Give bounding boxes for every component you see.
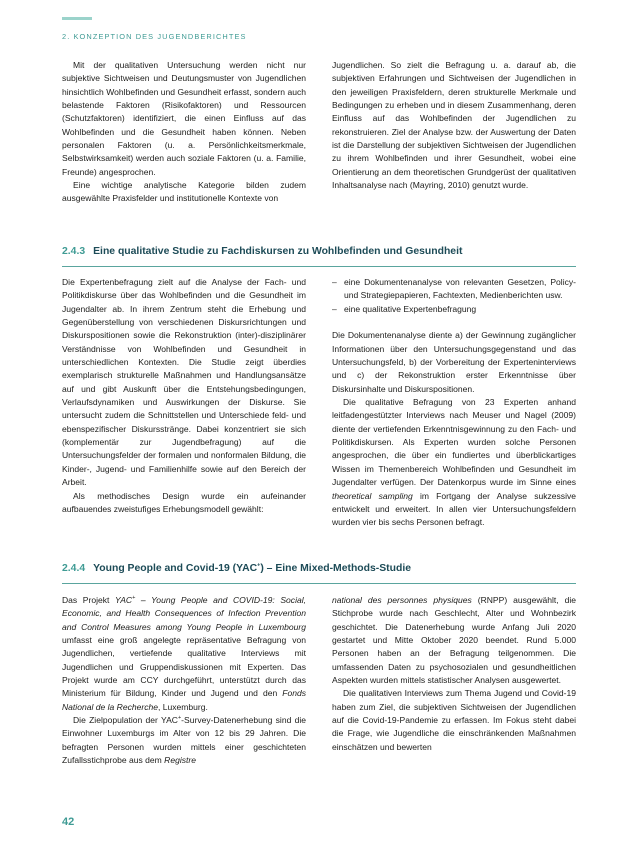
section-heading-244	[62, 563, 576, 574]
section-243-right-column	[332, 276, 576, 530]
emphasis-text: theoretical sampling	[332, 490, 413, 501]
section-title	[93, 563, 411, 574]
section-number: 2.4.3	[62, 246, 86, 257]
title-superscript: +	[257, 562, 261, 569]
paragraph	[332, 396, 576, 529]
paragraph	[62, 714, 306, 767]
emphasis-text: Fonds National de la Recherche	[62, 688, 306, 712]
list-item	[332, 303, 576, 316]
text-run: Das Projekt	[62, 595, 115, 605]
paragraph: Die Dokumentenanalyse diente a) der Gewinnung zugänglicher Informationen über den Untersuchungsgegenstand und das Untersuchungsfeld, b) der Vorbereitung der Experteninterviews und c) der Rekonstruktion erster Erkenntnisse über Diskursinhalte und Diskurspositionen.	[332, 330, 576, 394]
list-item	[332, 276, 576, 303]
text-run: im Fortgang der Analyse sukzessive entwickelt und erweitert. In allen vier Untersuchungsfeldern wurden vier bis sechs Personen befragt.	[332, 490, 576, 528]
section-divider	[62, 583, 576, 584]
emphasis-text: Registre	[164, 755, 196, 766]
text-run: , Luxemburg.	[157, 701, 208, 712]
section-244-left-column	[62, 594, 306, 767]
text-run: Die Zielpopulation der YAC	[73, 715, 178, 726]
section-number: 2.4.4	[62, 563, 86, 574]
intro-left-column	[62, 59, 306, 206]
header-accent-bar	[62, 17, 92, 20]
page-number: 42	[62, 816, 75, 828]
text-run: umfasst eine groß angelegte repräsentative Befragung von Jugendlichen, vertiefende qualitative Interviews mit Jugendlichen und Gruppendiskussionen mit Experten. Das Projekt wurde am CCY durchgeführt, unterstützt durch das Ministerium für Bildung, Kinder und Jugend und den	[62, 635, 306, 699]
section-title: Eine qualitative Studie zu Fachdiskursen zu Wohlbefinden und Gesundheit	[93, 246, 463, 257]
section-244-columns	[62, 594, 576, 767]
list-item-text: eine Dokumentenanalyse von relevanten Gesetzen, Policy- und Strategiepapieren, Fachtexten, Medienberichten usw.	[344, 277, 576, 301]
text-run: -Survey-Datenerhebung sind die Einwohner Luxemburgs im Alter von 12 bis 29 Jahren. Die befragten Personen wurden mittels einer geschichteten Zufallsstichprobe aus dem	[62, 715, 306, 766]
text-run: Die qualitative Befragung von 23 Experten anhand leitfadengestützter Interviews nach Meuser und Nagel (2009) diente der vertiefenden Erkenntnisgewinnung zu den Fach- und Politikdiskursen. Als Experten wurden solche Personen angesprochen, die über ein fundiertes und überblickartiges Wissen im Themenbereich Wohlbefinden und Gesundheit im Jugendalter verfügen. Der Datenkorpus wurde im Sinne eines	[332, 397, 576, 488]
section-243-left-column	[62, 276, 306, 530]
section-heading-243	[62, 246, 576, 257]
superscript: +	[132, 595, 136, 602]
intro-paragraph-1: Mit der qualitativen Untersuchung werden nicht nur subjektive Sichtweisen und Deutungsmuster von Jugendlichen hinsichtlich Wohlbefinden und Gesundheit erfasst, sondern auch belastende Faktoren (Risikofaktoren) und Ressourcen (Schutzfaktoren) identifiziert, die einen Einfluss auf das Wohlbefinden und die Gesundheit haben können. Neben personalen Faktoren (u. a. Persönlichkeitsmerkmale, Selbstwirksamkeit) werden auch soziale Faktoren (u. a. Familie, Freunde) angesprochen.	[62, 60, 306, 177]
list-dash: –	[332, 277, 337, 287]
title-run: ) – Eine Mixed-Methods-Studie	[260, 563, 411, 574]
text-run: (RNPP) ausgewählt, die Stichprobe wurde nach Geschlecht, Alter und Wohnbezirk geschichtet. Die Datenerhebung wurde Anfang Juli 2020 gestartet und Mitte Oktober 2020 beendet. Rund 5.000 Personen haben an der Befragung teilgenommen. Die umfassenden Daten zu psychosozialen und gesundheitlichen Aspekten wurden mittels statistischer Analysen ausgewertet.	[332, 595, 576, 686]
section-243-columns	[62, 276, 576, 530]
paragraph: Als methodisches Design wurde ein aufeinander aufbauendes zweistufiges Erhebungsmodell gewählt:	[62, 490, 306, 514]
list-item-text: eine qualitative Expertenbefragung	[344, 303, 477, 314]
title-run: Young People and Covid-19 (YAC	[93, 563, 258, 574]
intro-right-column	[332, 59, 576, 206]
running-head: 2. KONZEPTION DES JUGENDBERICHTES	[62, 32, 247, 41]
superscript: +	[177, 715, 182, 722]
emphasis-text: national des personnes physiques	[332, 595, 472, 605]
section-244-right-column	[332, 594, 576, 767]
intro-paragraph-2: Eine wichtige analytische Kategorie bilden zudem ausgewählte Praxisfelder und institutionelle Kontexte von	[62, 180, 306, 204]
paragraph	[332, 594, 576, 687]
intro-paragraph-3: Jugendlichen. So zielt die Befragung u. a. darauf ab, die subjektiven Erfahrungen und Sichtweisen der Jugendlichen in den jeweiligen Praxisfeldern, deren strukturelle Merkmale und Bedingungen zu erheben und in diesem Zusammenhang, deren Einfluss auf das Wohlbefinden der Jugendlichen zu rekonstruieren. Ziel der Analyse bzw. der Auswertung der Daten ist die Darstellung der subjektiven Sichtweisen der Jugendlichen zu ihrem Wohlbefinden und ihrer Gesundheit, wobei eine Orientierung an dem theoretischen Grundgerüst der qualitativen Inhaltsanalyse nach (Mayring, 2010) genutzt wurde.	[332, 60, 576, 191]
intro-columns	[62, 59, 576, 206]
list-dash: –	[332, 303, 337, 314]
paragraph: Die Expertenbefragung zielt auf die Analyse der Fach- und Politikdiskurse über das Wohlbefinden und die Gesundheit im Jugendalter ab. In ihrem Zentrum steht die Erhebung und Gegenüberstellung von verschiedenen Diskursrichtungen und Diskurspositionen sowie die Rekonstruktion (inter)-disziplinärer Verständnisse von Wohlbefinden und Gesundheit in unterschiedlichen Kontexten. Die Studie zeigt überdies exemplarisch strukturelle Maßnahmen und Handlungsansätze auf und gibt Auskunft über die Entstehungsbedingungen, Verlaufsdynamiken und Auswirkungen der Diskurse. Sie untersucht zudem die Schnittstellen und Unterschiede feld- und ebenspezifischer Diskursstränge. Dabei konzentriert sie sich (komplementär zur Jugendbefragung) auf die Untersuchungsfelder der formalen und nonformalen Bildung, die Kinder-, Jugend- und Familienhilfe sowie auf den Bereich der Arbeit.	[62, 277, 306, 488]
text-run: YAC	[114, 595, 133, 605]
section-divider	[62, 266, 576, 267]
paragraph: Die qualitativen Interviews zum Thema Jugend und Covid-19 haben zum Ziel, die subjektiven Sichtweisen der Jugendlichen auf die Covid-19-Pandemie zu erfassen. Im Fokus steht dabei die Frage, wie Jugendliche die einschränkenden Maßnahmen einschätzen und bewerten	[332, 688, 576, 752]
paragraph	[62, 594, 306, 714]
text-run: – Young People and COVID-19: Social, Economic, and Health Consequences of Infection Prevention and Control Measures among Young People in Luxembourg	[62, 595, 306, 632]
